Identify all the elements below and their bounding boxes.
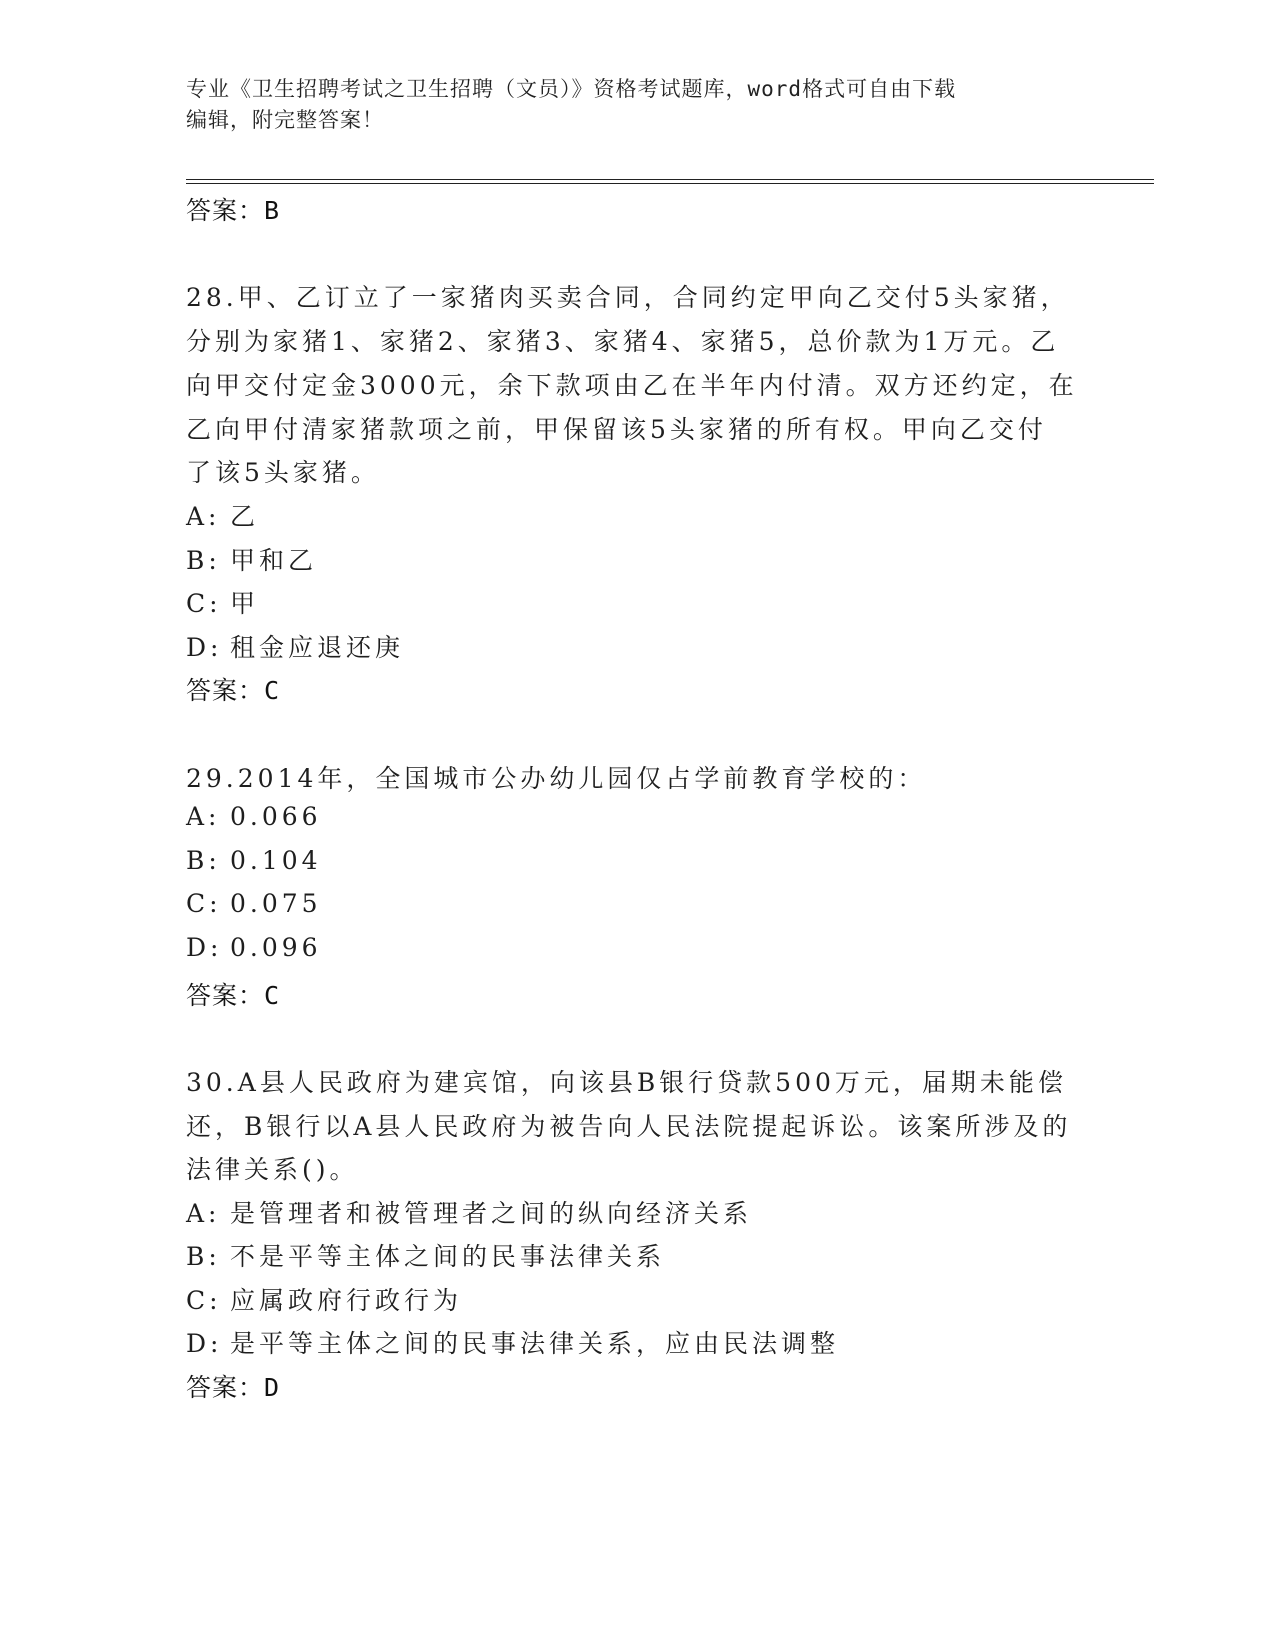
- answer-line: 答案：C: [186, 676, 281, 705]
- option-text: 0.096: [230, 933, 322, 962]
- previous-answer: 答案：B: [186, 196, 281, 225]
- option-text: 0.075: [230, 889, 322, 918]
- option-b: [186, 541, 317, 577]
- question-text-line: 了该5头家猪。: [186, 458, 380, 487]
- question-text-line: 30.A县人民政府为建宾馆，向该县B银行贷款500万元，届期未能偿: [186, 1068, 1067, 1097]
- question-text-line: 法律关系()。: [186, 1155, 359, 1184]
- option-b: [186, 846, 322, 875]
- option-text: 应属政府行政行为: [230, 1286, 463, 1315]
- option-text: 是管理者和被管理者之间的纵向经济关系: [230, 1199, 753, 1228]
- option-label: B:: [186, 546, 221, 575]
- question-text-line: 向甲交付定金3000元，余下款项由乙在半年内付清。双方还约定，在: [186, 371, 1078, 400]
- option-text: 是平等主体之间的民事法律关系，应由民法调整: [230, 1329, 840, 1358]
- option-label: B:: [186, 1242, 221, 1271]
- option-label: D:: [186, 633, 223, 662]
- option-d: [186, 1324, 839, 1360]
- option-label: D:: [186, 933, 223, 962]
- option-label: C:: [186, 589, 222, 618]
- header-line-2: 编辑，附完整答案！: [186, 108, 384, 132]
- option-d: [186, 628, 404, 664]
- option-text: 0.104: [230, 846, 322, 875]
- option-c: [186, 1281, 462, 1317]
- option-label: A:: [186, 1199, 221, 1228]
- option-text: 租金应退还庚: [230, 633, 405, 662]
- option-c: [186, 584, 259, 620]
- option-text: 0.066: [230, 802, 322, 831]
- option-a: [186, 802, 322, 831]
- question-text-line: 乙向甲付清家猪款项之前，甲保留该5头家猪的所有权。甲向乙交付: [186, 415, 1047, 444]
- question-text-line: 还，B银行以A县人民政府为被告向人民法院提起诉讼。该案所涉及的: [186, 1112, 1072, 1141]
- option-text: 甲: [230, 589, 260, 618]
- question-text-line: 分别为家猪1、家猪2、家猪3、家猪4、家猪5，总价款为1万元。乙: [186, 327, 1060, 356]
- option-text: 甲和乙: [230, 546, 318, 575]
- option-label: B:: [186, 846, 221, 875]
- option-label: A:: [186, 802, 221, 831]
- option-c: [186, 889, 322, 918]
- option-text: 乙: [230, 502, 260, 531]
- page-header: [186, 74, 1086, 136]
- option-a: [186, 497, 259, 533]
- header-line-1: 专业《卫生招聘考试之卫生招聘（文员）》资格考试题库，word格式可自由下载: [186, 77, 957, 101]
- header-rule-bottom: [186, 183, 1154, 184]
- question-text-line: 28.甲、乙订立了一家猪肉买卖合同，合同约定甲向乙交付5头家猪，: [186, 283, 1070, 312]
- option-a: [186, 1194, 752, 1230]
- option-b: [186, 1237, 665, 1273]
- answer-line: 答案：C: [186, 981, 281, 1010]
- option-label: C:: [186, 889, 222, 918]
- option-label: A:: [186, 502, 221, 531]
- option-label: C:: [186, 1286, 222, 1315]
- header-rule-top: [186, 179, 1154, 180]
- answer-line: 答案：D: [186, 1373, 281, 1402]
- option-text: 不是平等主体之间的民事法律关系: [230, 1242, 666, 1271]
- option-d: [186, 933, 322, 962]
- question-text-line: 29.2014年，全国城市公办幼儿园仅占学前教育学校的：: [186, 764, 927, 793]
- option-label: D:: [186, 1329, 223, 1358]
